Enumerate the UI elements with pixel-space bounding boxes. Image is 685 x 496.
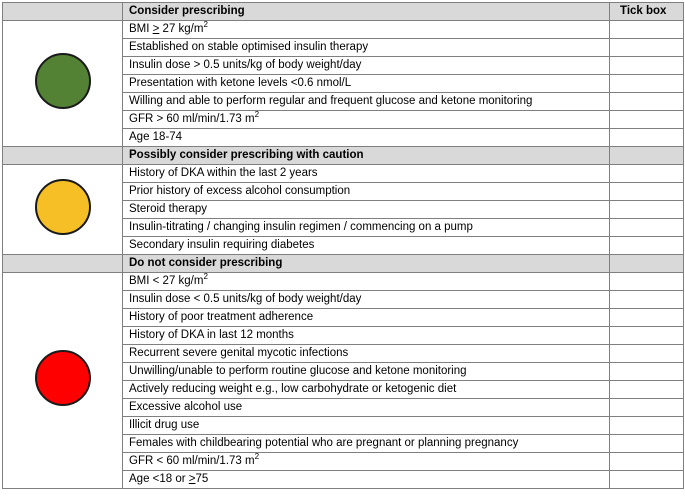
criterion: GFR < 60 ml/min/1.73 $m^2$ — [123, 453, 610, 471]
criterion: Recurrent severe genital mycotic infections — [123, 345, 610, 363]
tick-box[interactable] — [610, 219, 684, 237]
amber-traffic-light-icon — [35, 179, 91, 235]
criterion: Steroid therapy — [123, 201, 610, 219]
section-header-consider — [3, 3, 684, 21]
tick-box[interactable] — [610, 309, 684, 327]
header-tick-cell — [610, 255, 684, 273]
tick-box[interactable] — [610, 165, 684, 183]
red-light-cell — [3, 273, 123, 489]
tick-box[interactable] — [610, 399, 684, 417]
section-header-do-not — [3, 255, 684, 273]
tick-box[interactable] — [610, 183, 684, 201]
tick-box[interactable] — [610, 129, 684, 147]
criterion: Age 18-74 — [123, 129, 610, 147]
amber-light-cell — [3, 165, 123, 255]
criterion: BMI < 27 $kg/m^2$ — [123, 273, 610, 291]
criterion: Secondary insulin requiring diabetes — [123, 237, 610, 255]
tick-box[interactable] — [610, 237, 684, 255]
tick-box[interactable] — [610, 291, 684, 309]
tick-box[interactable] — [610, 111, 684, 129]
section-title-caution: Possibly consider prescribing with caution — [123, 147, 610, 165]
tick-box[interactable] — [610, 363, 684, 381]
criterion: Insulin-titrating / changing insulin regimen / commencing on a pump — [123, 219, 610, 237]
header-light-cell — [3, 147, 123, 165]
tick-box[interactable] — [610, 273, 684, 291]
tick-box[interactable] — [610, 201, 684, 219]
criterion: Actively reducing weight e.g., low carbohydrate or ketogenic diet — [123, 381, 610, 399]
criterion: Prior history of excess alcohol consumption — [123, 183, 610, 201]
criterion: Established on stable optimised insulin therapy — [123, 39, 610, 57]
section-header-caution — [3, 147, 684, 165]
tick-box[interactable] — [610, 435, 684, 453]
criterion: BMI > 27 $kg/m^2$ — [123, 21, 610, 39]
criterion: Excessive alcohol use — [123, 399, 610, 417]
green-traffic-light-icon — [35, 53, 91, 109]
header-light-cell — [3, 3, 123, 21]
table-row — [3, 21, 684, 39]
tick-box[interactable] — [610, 381, 684, 399]
criterion: Illicit drug use — [123, 417, 610, 435]
section-title-do-not: Do not consider prescribing — [123, 255, 610, 273]
criterion: Willing and able to perform regular and frequent glucose and ketone monitoring — [123, 93, 610, 111]
tick-box[interactable] — [610, 471, 684, 489]
table-row — [3, 273, 684, 291]
criterion: Unwilling/unable to perform routine glucose and ketone monitoring — [123, 363, 610, 381]
tick-box-header: Tick box — [610, 3, 684, 21]
criterion: Females with childbearing potential who are pregnant or planning pregnancy — [123, 435, 610, 453]
red-traffic-light-icon — [35, 350, 91, 406]
criterion: GFR > 60 ml/min/1.73 $m^2$ — [123, 111, 610, 129]
tick-box[interactable] — [610, 39, 684, 57]
tick-box[interactable] — [610, 417, 684, 435]
criterion: History of DKA in last 12 months — [123, 327, 610, 345]
criterion: Presentation with ketone levels <0.6 nmol/L — [123, 75, 610, 93]
tick-box[interactable] — [610, 93, 684, 111]
criterion: Insulin dose < 0.5 units/kg of body weight/day — [123, 291, 610, 309]
tick-box[interactable] — [610, 327, 684, 345]
criterion: Age <18 or >75 — [123, 471, 610, 489]
tick-box[interactable] — [610, 345, 684, 363]
criterion: History of DKA within the last 2 years — [123, 165, 610, 183]
section-title-consider: Consider prescribing — [123, 3, 610, 21]
tick-box[interactable] — [610, 57, 684, 75]
green-light-cell — [3, 21, 123, 147]
tick-box[interactable] — [610, 453, 684, 471]
header-tick-cell — [610, 147, 684, 165]
criterion: Insulin dose > 0.5 units/kg of body weight/day — [123, 57, 610, 75]
header-light-cell — [3, 255, 123, 273]
tick-box[interactable] — [610, 75, 684, 93]
tick-box[interactable] — [610, 21, 684, 39]
criterion: History of poor treatment adherence — [123, 309, 610, 327]
table-row — [3, 165, 684, 183]
prescribing-criteria-table — [2, 2, 684, 489]
